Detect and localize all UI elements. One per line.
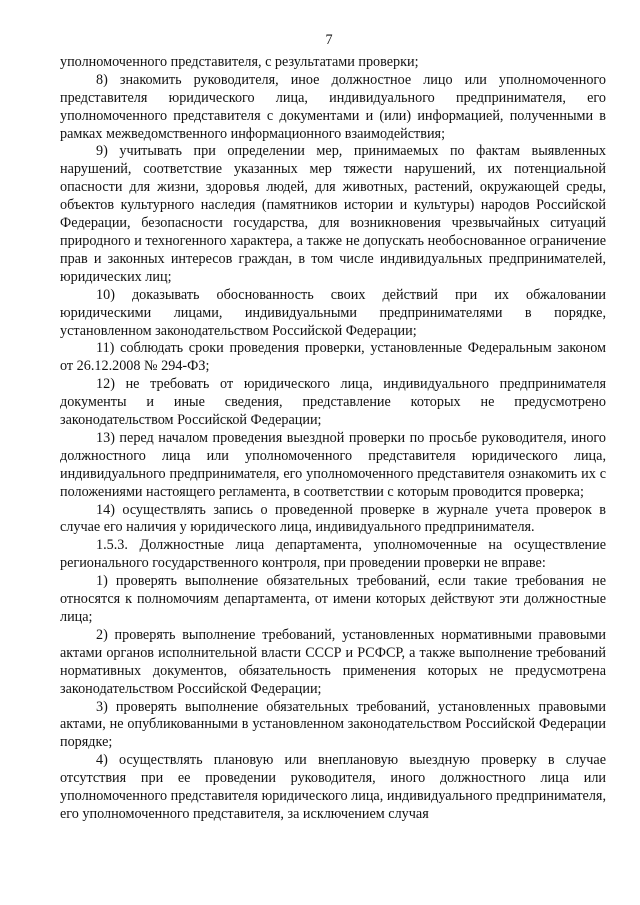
paragraph-continuation: уполномоченного представителя, с результатами проверки; <box>60 53 419 70</box>
prohibition-item-1: 1) проверять выполнение обязательных требований, если такие требования не относятся к полномочиям департамента, от имени которых действуют эти должностные лица; <box>60 573 606 625</box>
paragraph-item-11: 11) соблюдать сроки проведения проверки, установленные Федеральным законом от 26.12.2008 № 294-ФЗ; <box>60 340 606 375</box>
paragraph-item-10: 10) доказывать обоснованность своих действий при их обжаловании юридическими лицами, индивидуальными предпринимателями в порядке, установленном законодательством Российской Федерации; <box>60 286 606 339</box>
paragraph-item-9: 9) учитывать при определении мер, принимаемых по фактам выявленных нарушений, соответствие указанных мер тяжести нарушений, их потенциальной опасности для жизни, здоровья людей, для животных, растений, окружающей среды, объектов культурного наследия (памятников истории и культуры) народов Российской Федерации, безопасности государства, для возникновения чрезвычайных ситуаций природного и техногенного характера, а также не допускать необоснованное ограничение прав и законных интересов граждан, в том числе индивидуальных предпринимателей, юридических лиц; <box>60 143 606 285</box>
page-number: 7 <box>325 32 333 48</box>
paragraph-item-8: 8) знакомить руководителя, иное должностное лицо или уполномоченного представителя юридического лица, индивидуального предпринимателя, его уполномоченного представителя с документами и (или) информацией, полученными в рамках межведомственного информационного взаимодействия; <box>60 71 606 142</box>
paragraph-item-14: 14) осуществлять запись о проведенной проверке в журнале учета проверок в случае его наличия у юридического лица, индивидуального предпринимателя. <box>60 501 606 536</box>
paragraph-item-12: 12) не требовать от юридического лица, индивидуального предпринимателя документы и иные сведения, представление которых не предусмотрено законодательством Российской Федерации; <box>60 376 606 429</box>
paragraph-item-13: 13) перед началом проведения выездной проверки по просьбе руководителя, иного должностного лица или уполномоченного представителя юридического лица, индивидуального предпринимателя, его уполномоченного представителя ознакомить их с положениями настоящего регламента, в соответствии с которым проводится проверка; <box>60 429 606 500</box>
prohibition-item-4: 4) осуществлять плановую или внеплановую выездную проверку в случае отсутствия при ее проведении руководителя, иного должностного лица или уполномоченного представителя юридического лица, индивидуального предпринимателя, его уполномоченного представителя, за исключением случая <box>60 752 606 822</box>
prohibition-item-3: 3) проверять выполнение обязательных требований, установленных правовыми актами, не опубликованными в установленном законодательством Российской Федерации порядке; <box>60 698 606 751</box>
section-1-5-3-heading: 1.5.3. Должностные лица департамента, уполномоченные на осуществление регионального государственного контроля, при проведении проверки не вправе: <box>60 537 606 572</box>
prohibition-item-2: 2) проверять выполнение требований, установленных нормативными правовыми актами органов исполнительной власти СССР и РСФСР, а также выполнение требований нормативных документов, обязательность применения которых не предусмотрена законодательством Российской Федерации; <box>60 626 606 697</box>
